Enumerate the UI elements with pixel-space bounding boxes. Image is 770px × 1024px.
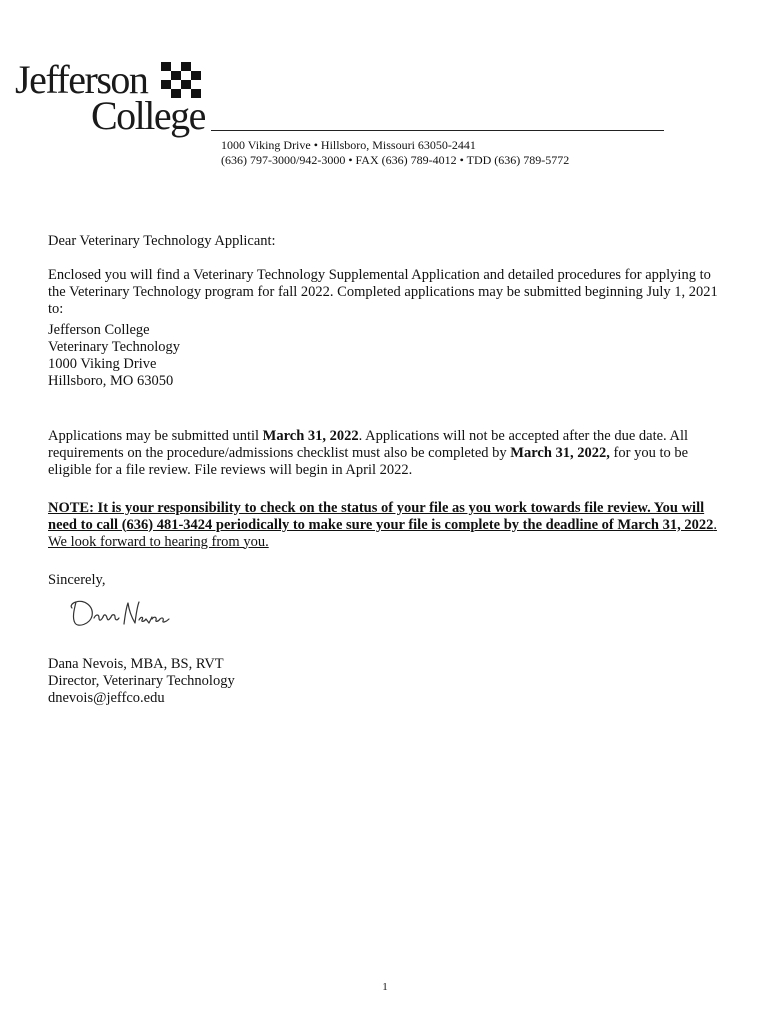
letter-greeting: Dear Veterinary Technology Applicant: [48, 232, 276, 249]
deadline-text: Applications may be submitted until [48, 427, 263, 444]
deadline-paragraph [48, 428, 728, 479]
logo-word-jefferson: Jefferson [15, 57, 148, 102]
logo-word-college: College [91, 93, 205, 138]
address-line: 1000 Viking Drive [48, 356, 157, 372]
letter-closing: Sincerely, [48, 571, 106, 588]
letterhead-rule [211, 130, 664, 131]
deadline-date: March 31, 2022, [510, 444, 610, 461]
signer-block [48, 656, 728, 707]
handwritten-signature [66, 590, 176, 632]
deadline-text: for you to be eligible for a file review. File reviews will begin in April 2022. [48, 444, 689, 478]
deadline-text: . Applications will not be accepted after the due date. All requirements on the procedure/admissions checklist must also be completed by [48, 427, 689, 461]
mailing-address [48, 322, 728, 390]
address-line: Jefferson College [48, 322, 150, 338]
deadline-date: March 31, 2022 [262, 427, 359, 444]
note-paragraph [48, 500, 728, 551]
address-line: Hillsboro, MO 63050 [48, 373, 174, 389]
signer-title: Director, Veterinary Technology [48, 673, 235, 689]
letterhead-phone-line: (636) 797-3000/942-3000 • FAX (636) 789-4012 • TDD (636) 789-5772 [221, 153, 570, 167]
letter-intro-paragraph: Enclosed you will find a Veterinary Technology Supplemental Application and detailed procedures for applying to the Veterinary Technology program for fall 2022. Completed applications may be submitted beginning July 1, 2021 to: [48, 266, 718, 317]
note-text: NOTE: It is your responsibility to check on the status of your file as you work towards file review. You will need to call (636) 481-3424 periodically to make sure your file is complete by the deadline of March 31, 2022 [48, 499, 714, 533]
note-tail: . We look forward to hearing from you. [48, 516, 717, 550]
page-number: 1 [382, 981, 388, 993]
jefferson-college-logo [15, 57, 205, 140]
signer-email[interactable]: dnevois@jeffco.edu [48, 690, 165, 706]
address-line: Veterinary Technology [48, 339, 180, 355]
signer-name: Dana Nevois, MBA, BS, RVT [48, 656, 224, 672]
letterhead-address: 1000 Viking Drive • Hillsboro, Missouri 63050-2441 [221, 138, 476, 152]
